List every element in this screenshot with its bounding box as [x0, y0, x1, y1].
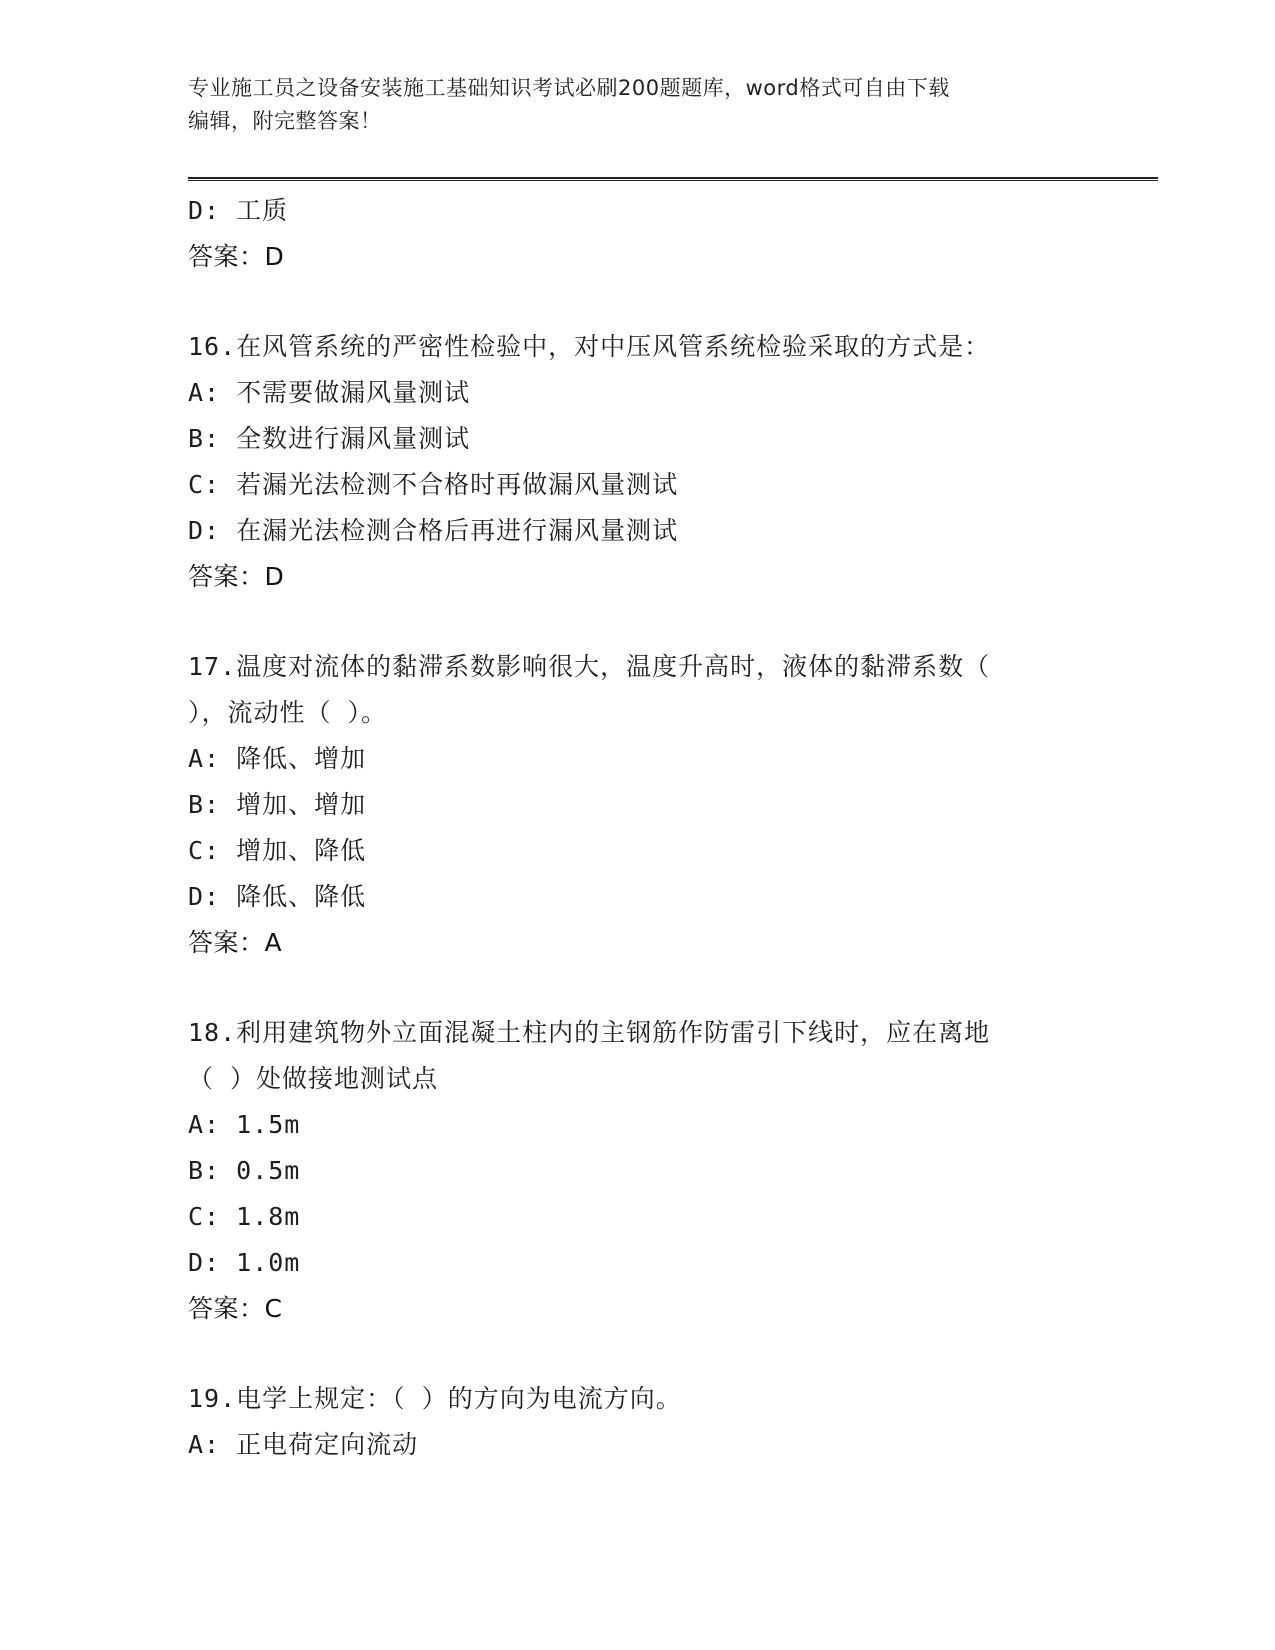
answer-line: 答案：A — [188, 928, 283, 957]
answer-line: 答案：C — [188, 1294, 283, 1323]
option-a: A: 正电荷定向流动 — [188, 1430, 419, 1459]
option-b: B: 0.5m — [188, 1156, 301, 1185]
spacer — [188, 280, 1088, 324]
spacer — [188, 966, 1088, 1010]
option-b: B: 全数进行漏风量测试 — [188, 424, 471, 453]
option-d: D: 在漏光法检测合格后再进行漏风量测试 — [188, 516, 679, 545]
document-header — [188, 72, 1088, 138]
option-a: A: 降低、增加 — [188, 744, 367, 773]
option-d: D: 1.0m — [188, 1248, 301, 1277]
option-b: B: 增加、增加 — [188, 790, 367, 819]
option-c: C: 增加、降低 — [188, 836, 367, 865]
option-c: C: 1.8m — [188, 1202, 301, 1231]
question-block — [188, 1010, 1088, 1332]
option-a: A: 不需要做漏风量测试 — [188, 378, 471, 407]
question-stem: 19.电学上规定：（ ）的方向为电流方向。 — [188, 1384, 682, 1413]
question-block — [188, 1376, 1088, 1468]
header-line-2: 编辑，附完整答案！ — [188, 109, 382, 133]
option-c: C: 若漏光法检测不合格时再做漏风量测试 — [188, 470, 679, 499]
question-stem-continued: （ ）处做接地测试点 — [188, 1064, 439, 1093]
spacer — [188, 600, 1088, 644]
document-body — [188, 188, 1088, 1468]
question-stem-continued: ），流动性（ ）。 — [188, 698, 388, 727]
question-stem: 17.温度对流体的黏滞系数影响很大，温度升高时，液体的黏滞系数（ — [188, 652, 991, 681]
header-divider — [188, 177, 1158, 181]
answer-line: 答案：D — [188, 242, 285, 271]
question-stem: 16.在风管系统的严密性检验中，对中压风管系统检验采取的方式是： — [188, 332, 991, 361]
question-block — [188, 644, 1088, 966]
spacer — [188, 1332, 1088, 1376]
header-line-1: 专业施工员之设备安装施工基础知识考试必刷200题题库，word格式可自由下载 — [188, 76, 950, 100]
answer-line: 答案：D — [188, 562, 285, 591]
question-stem: 18.利用建筑物外立面混凝土柱内的主钢筋作防雷引下线时，应在离地 — [188, 1018, 991, 1047]
question-block — [188, 324, 1088, 600]
option-d: D: 降低、降低 — [188, 882, 367, 911]
option-d: D: 工质 — [188, 196, 289, 225]
option-a: A: 1.5m — [188, 1110, 301, 1139]
